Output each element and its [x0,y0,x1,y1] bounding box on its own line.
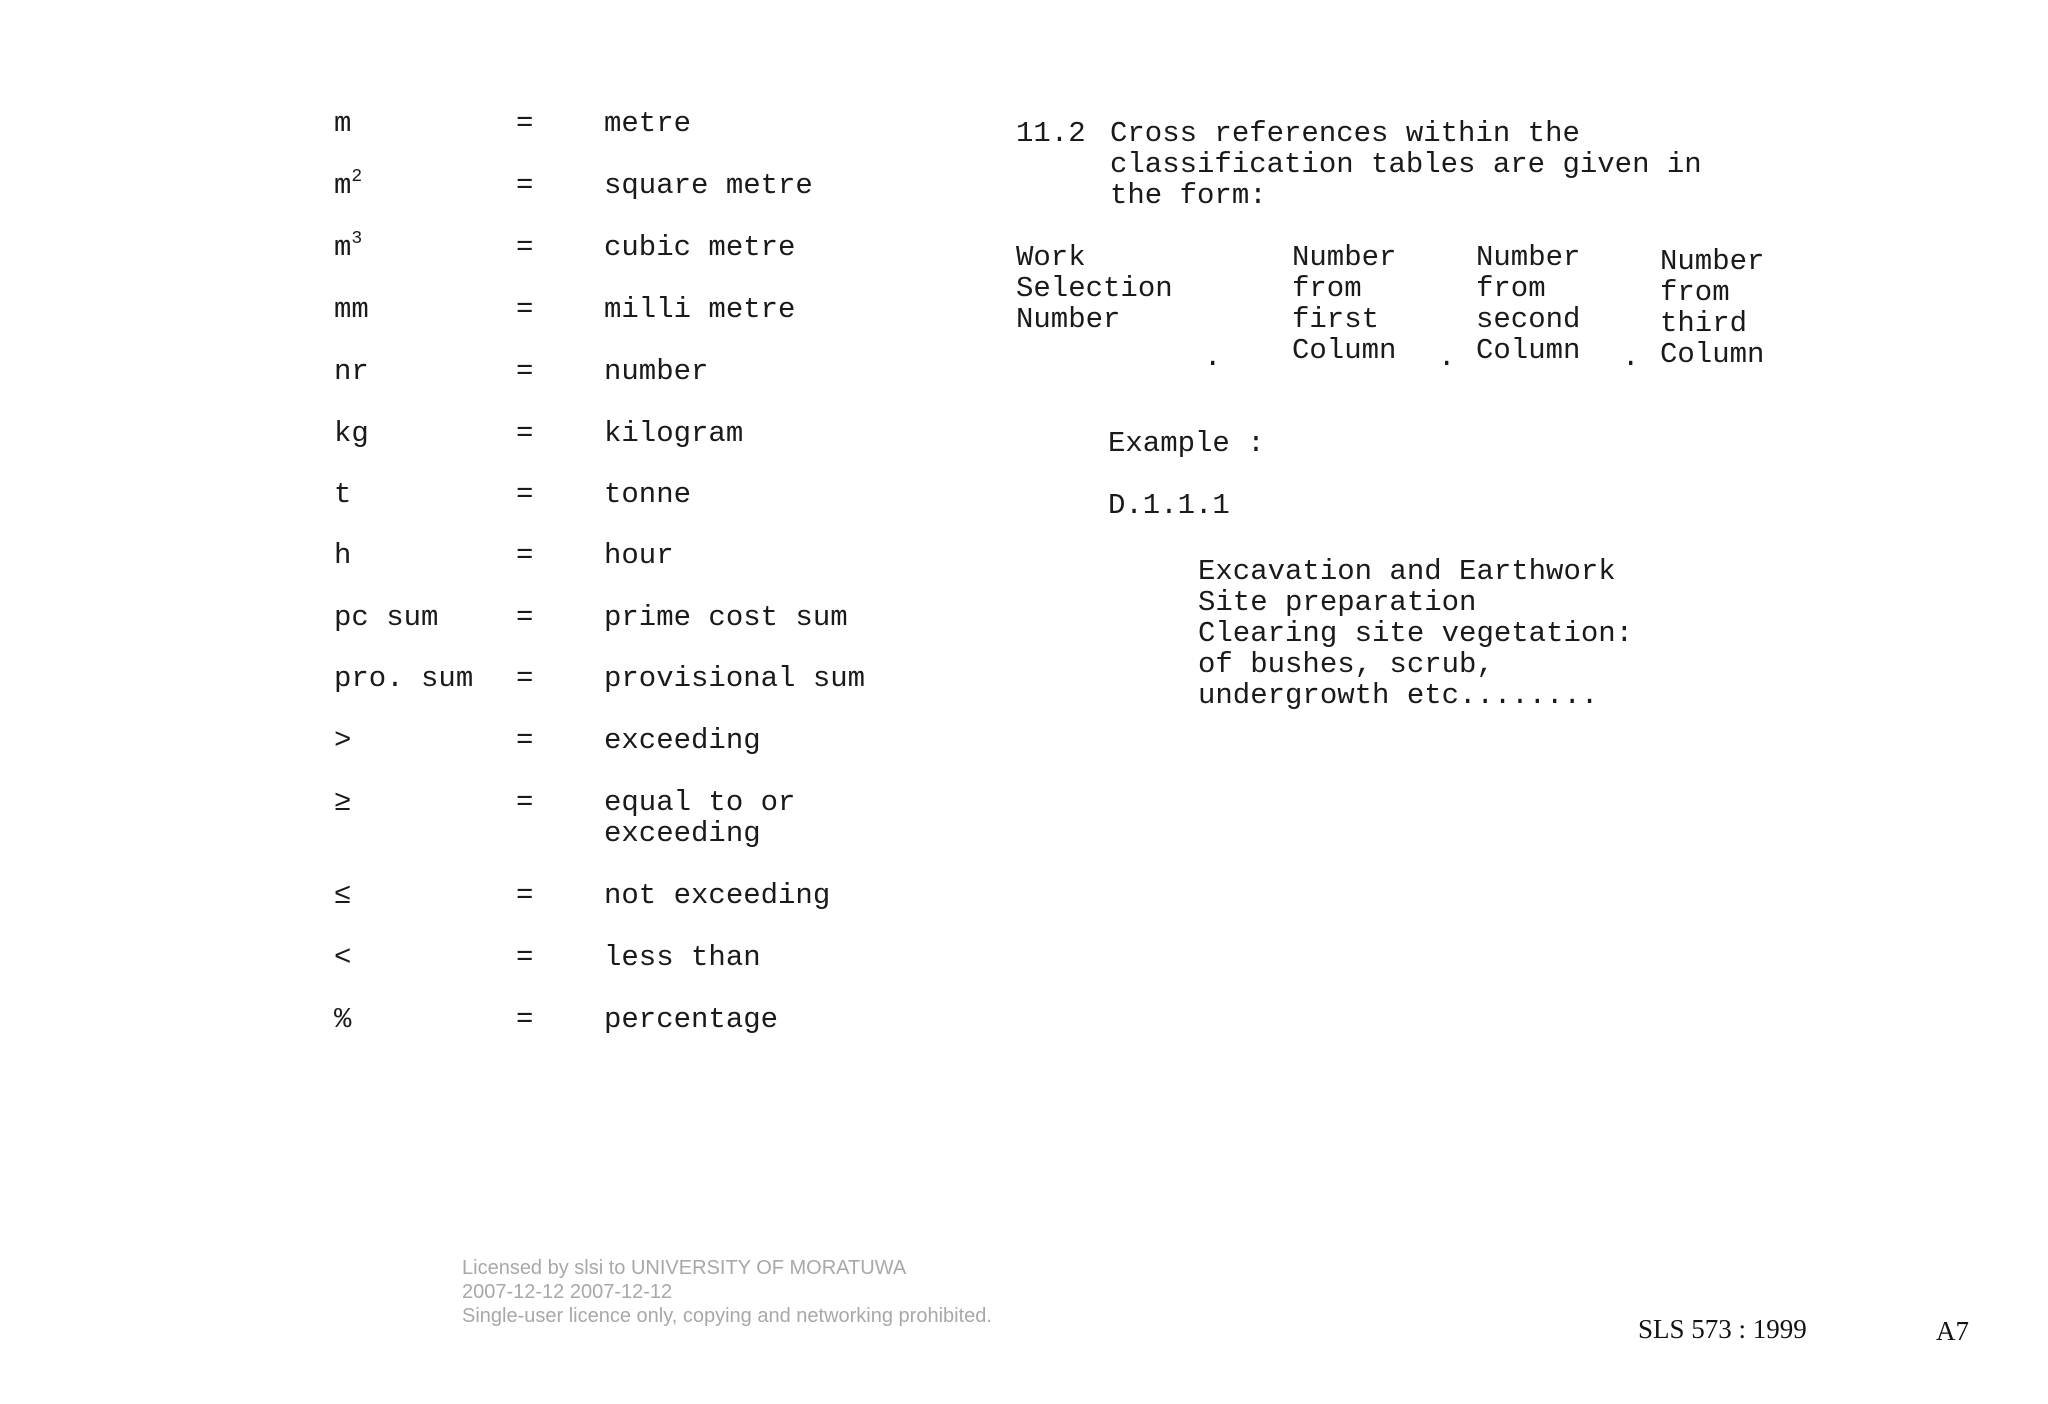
example-line: undergrowth etc........ [1198,679,1599,712]
form-column-work-selection: Work Selection Number [1016,241,1173,336]
abbreviation-symbol: $m^3$ [334,229,363,264]
standard-reference: SLS 573 : 1999 [1638,1314,1807,1344]
abbreviation-symbol: % [334,1003,352,1036]
equals-sign: = [516,355,534,388]
equals-sign: = [516,539,534,572]
equals-sign: = [516,941,534,974]
licence-line: Licensed by slsi to UNIVERSITY OF MORATUWA [462,1257,907,1279]
abbreviation-symbol: h [334,539,352,572]
licence-line: 2007-12-12 2007-12-12 [462,1281,673,1303]
licence-watermark [462,1256,992,1328]
abbreviation-definition: not exceeding [604,879,831,912]
superscript: 3 [351,229,363,249]
example-label: Example : [1108,427,1265,460]
abbreviation-symbol: kg [334,417,369,450]
equals-sign: = [516,169,534,202]
abbreviation-definition: metre [604,107,692,140]
form-column-third: Number from third Column [1660,245,1765,371]
equals-sign: = [516,293,534,326]
section-number: 11.2 [1016,117,1086,150]
superscript: 2 [351,167,363,187]
page-number: A7 [1936,1316,1969,1346]
equals-sign: = [516,879,534,912]
abbreviation-definition: cubic metre [604,231,796,264]
abbreviation-definition: prime cost sum [604,601,848,634]
equals-sign: = [516,417,534,450]
separator-dot: . [1438,341,1456,374]
example-line: Clearing site vegetation: [1198,617,1634,650]
abbreviation-symbol: m [334,107,352,140]
abbreviation-symbol: > [334,724,352,757]
equals-sign: = [516,662,534,695]
form-column-second: Number from second Column [1476,241,1581,367]
abbreviation-symbol: < [334,941,352,974]
abbreviation-symbol: ≤ [334,879,352,912]
example-description [1198,556,1758,711]
form-column-first: Number from first Column [1292,241,1397,367]
abbreviation-definition: provisional sum [604,662,866,695]
abbreviation-symbol: nr [334,355,369,388]
abbreviation-definition: exceeding [604,724,761,757]
section-text: Cross references within the classification tables are given in the form: [1110,117,1702,212]
equals-sign: = [516,107,534,140]
equals-sign: = [516,1003,534,1036]
example-code: D.1.1.1 [1108,489,1230,522]
abbreviation-symbol: mm [334,293,369,326]
licence-line: Single-user licence only, copying and networking prohibited. [462,1305,992,1327]
abbreviation-symbol: t [334,478,352,511]
abbreviation-symbol: pc sum [334,601,439,634]
abbreviation-definition: square metre [604,169,813,202]
abbreviation-definition: tonne [604,478,692,511]
abbreviation-definition: less than [604,941,761,974]
example-line: Site preparation [1198,586,1477,619]
abbreviation-definition: number [604,355,709,388]
equals-sign: = [516,724,534,757]
separator-dot: . [1622,341,1640,374]
equals-sign: = [516,478,534,511]
example-line: Excavation and Earthwork [1198,555,1616,588]
equals-sign: = [516,601,534,634]
abbreviation-definition: equal to or exceeding [604,786,796,850]
equals-sign: = [516,231,534,264]
abbreviation-symbol: $m^2$ [334,167,363,202]
reference-form [1016,242,1876,382]
equals-sign: = [516,786,534,819]
abbreviation-definition: kilogram [604,417,744,450]
example-line: of bushes, scrub, [1198,648,1494,681]
abbreviation-definition: milli metre [604,293,796,326]
abbreviation-definition: percentage [604,1003,779,1036]
abbreviation-definition: hour [604,539,674,572]
abbreviation-symbol: pro. sum [334,662,474,695]
separator-dot: . [1204,341,1222,374]
abbreviation-symbol: ≥ [334,786,352,819]
